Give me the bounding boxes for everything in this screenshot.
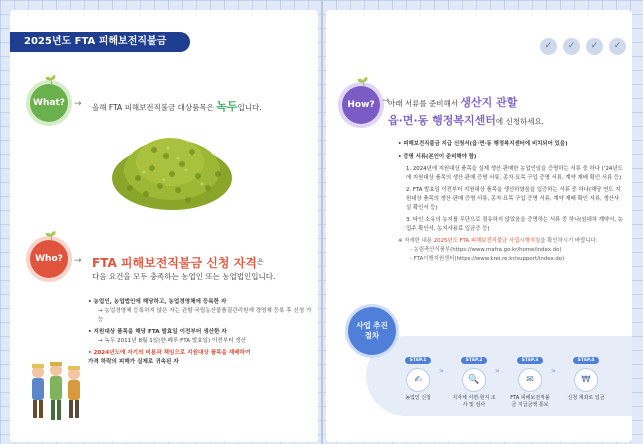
doc-item: • 피해보전직불금 지급 신청서(읍·면·동 행정복지센터에 비치되어 있음) — [398, 141, 568, 147]
sprout-icon: 🌱 — [357, 78, 369, 88]
eligibility-subtitle: 다음 요건을 모두 충족하는 농업인 또는 농업법인입니다. — [92, 272, 276, 281]
what-description: 올해 FTA 피해보전직불금 대상품목은 녹두입니다. — [92, 100, 262, 113]
doc-subitem: 3. 타인 소유의 농지를 무단으로 점유하지 않았음을 증명하는 서류 중 하나(임대차 계약서, 농업주 확인서, 농지사용료 입금증 등) — [406, 217, 623, 232]
arrow-right-icon: → — [74, 99, 82, 109]
section-title: 2025년도 FTA 피해보전직불금 — [10, 32, 190, 52]
step-arrow-icon: » — [439, 366, 444, 375]
link-krei[interactable]: - FTA이행지원센터(https://www.krei.re.kr/support/index.do) — [410, 255, 565, 262]
process-step: STEP.2 🔍 지자체 서면·현지 조사 및 심사 — [452, 358, 496, 408]
required-documents — [398, 140, 624, 263]
right-page — [326, 10, 632, 442]
step-arrow-icon: » — [551, 366, 556, 375]
sprout-icon: 🌱 — [45, 232, 57, 242]
badge-row — [540, 38, 626, 55]
doc-subitem: 2. FTA 발효일 이전부터 지원대상 품목을 생산하였음을 입증하는 서류 중 하나(해당 연도 지원대상 품목의 생산·판매 증명 서류, 종자·묘목 구입 증명 서류, 계약 재배 확인 서류, 생산사실 확인서 등) — [406, 187, 621, 211]
book-spine — [321, 0, 323, 444]
doc-item: • 증명 서류(본인이 준비해야 함) — [398, 153, 477, 160]
what-bubble: What? — [30, 84, 68, 122]
magnifier-icon: 🔍 — [462, 368, 486, 392]
process-label: 사업 추진 절차 — [348, 307, 396, 355]
arrow-right-icon: → — [74, 256, 82, 266]
process-step: STEP.1 ✍ 농업인 신청 — [405, 358, 431, 401]
how-heading-line1: 아래 서류를 준비해서 생산지 관할 — [388, 96, 518, 109]
left-page — [10, 10, 318, 442]
link-mafra[interactable]: - 농림축산식품부(https://www.mafra.go.kr/home/index.do) — [410, 246, 562, 253]
process-steps — [396, 346, 608, 409]
sprout-icon: 🌱 — [45, 76, 57, 86]
arrow-right-icon: → — [382, 96, 390, 106]
mung-bean-image — [108, 128, 236, 214]
badge-icon: ✓ — [609, 38, 626, 55]
eligibility-title: FTA 피해보전직불금 신청 자격 — [92, 256, 257, 270]
list-item: • 지원대상 품목을 해당 FTA 발효일 이전부터 생산한 자 → 녹두 2011년 8월 1일(한·페루 FTA 발효일) 이전부터 생산 — [88, 329, 247, 344]
process-step: STEP.4 ₩ 신청 계좌로 입금 — [567, 358, 605, 401]
envelope-icon: ✉ — [518, 368, 542, 392]
step-arrow-icon: » — [495, 366, 500, 375]
who-bubble: Who? — [30, 240, 68, 278]
badge-icon: ✓ — [540, 38, 557, 55]
list-item: • 농업인, 농업법인에 해당하고, 농업경영체에 등록한 자 → 농업경영체 등록하지 않은 자는 관할 국립농산물품질관리원에 경영체 등록 후 신청 가능 — [88, 299, 312, 323]
won-icon: ₩ — [574, 368, 598, 392]
target-crop: 녹두 — [216, 100, 238, 113]
guideline-note: ※ 자세한 내용 2025년도 FTA 피해보전직불금 사업시행지침을 확인하시기 바랍니다. — [398, 238, 598, 245]
doc-subitem: 1. 2024년에 지원대상 품목을 실제 생산·판매한 농업인임을 증명하는 서류 중 하나 (’24년도에 지원대상 품목의 생산·판매 증명 서류, 종자·묘목 구입 증명 서류, 계약 재배 확인 서류 등) — [406, 166, 623, 181]
process-step: STEP.3 ✉ FTA 피해보전직불금 지급금액 통보 — [510, 358, 550, 408]
farmers-illustration — [24, 358, 88, 424]
how-bubble: How? — [342, 86, 380, 124]
list-item: • 2024년도에 자기의 비용과 책임으로 지원대상 품목을 재배하여 가격 하락의 피해가 실제로 귀속된 자 — [88, 350, 251, 365]
badge-icon: ✓ — [563, 38, 580, 55]
eligibility-list — [88, 298, 313, 370]
pen-icon: ✍ — [406, 368, 430, 392]
eligibility-title-tail: 은 — [257, 258, 264, 266]
badge-icon: ✓ — [586, 38, 603, 55]
how-heading-line2: 읍·면·동 행정복지센터에 신청하세요. — [388, 114, 545, 127]
